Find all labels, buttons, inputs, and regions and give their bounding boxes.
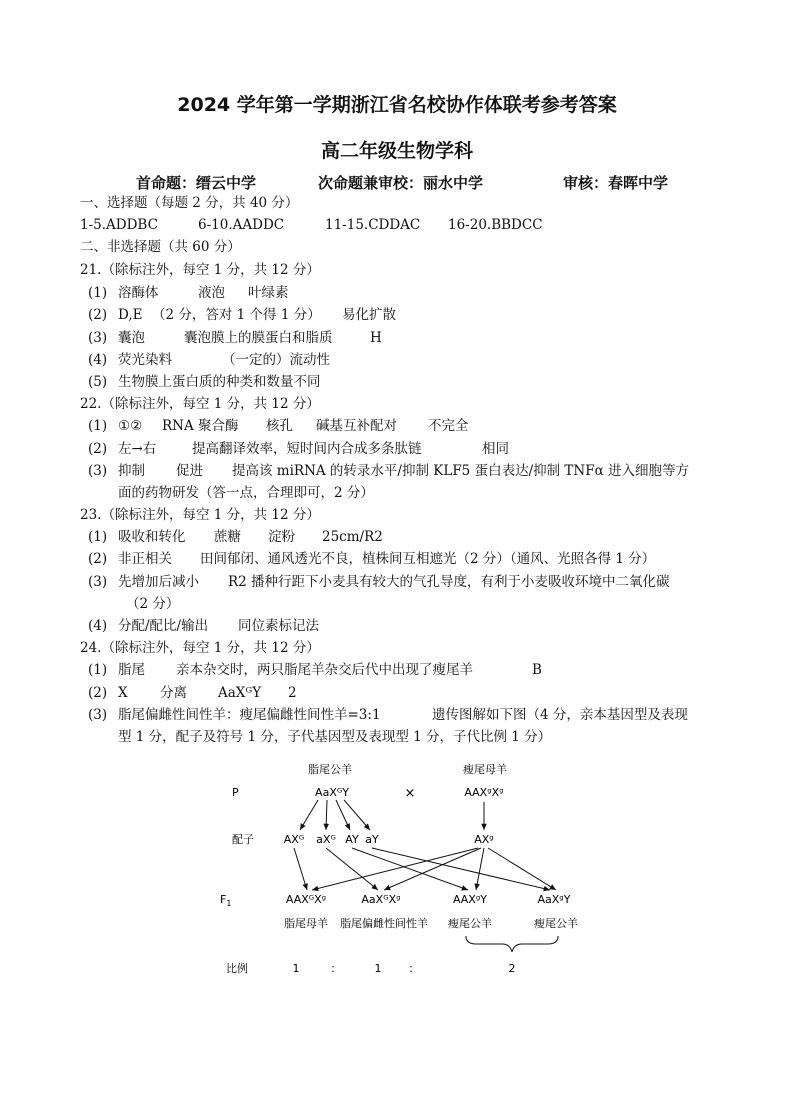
arrow (488, 848, 556, 890)
reviewer: 审核：春晖中学 (563, 174, 669, 192)
ratio-value: 1 (292, 962, 300, 975)
cross-symbol: × (404, 786, 416, 801)
section2-heading: 二、非选择题（共 60 分） (80, 239, 241, 255)
q21-answer-4: (4) 荧光染料 （一定的）流动性 (88, 352, 330, 368)
arrow (352, 848, 468, 890)
q21-answer-2: (2) D,E （2 分，答对 1 个得 1 分） 易化扩散 (88, 307, 396, 323)
q24-answer-3: (3) 脂尾偏雌性间性羊：瘦尾偏雌性间性羊=3:1 遗传图解如下图（4 分，亲本基因型及表现 (88, 707, 688, 723)
section1-heading: 一、选择题（每题 2 分，共 40 分） (80, 195, 299, 211)
q23-answer-4: (4) 分配/配比/输出 同位素标记法 (88, 618, 319, 634)
row-label-f1: $F_1$ (220, 893, 232, 908)
father-gamete: aXᴳ (316, 833, 336, 846)
offspring-genotype: AaXᴳXᵍ (361, 893, 401, 906)
q23-heading: 23.（除标注外，每空 1 分，共 12 分） (80, 507, 320, 523)
offspring-phenotype: 脂尾母羊 (284, 917, 328, 930)
arrow (326, 800, 327, 830)
ratio-value: 1 (374, 962, 382, 975)
q21-answer-3: (3) 囊泡 囊泡膜上的膜蛋白和脂质 H (88, 330, 382, 346)
q24-answer-2: (2) X 分离 AaXᴳY 2 (88, 685, 297, 701)
q21-heading: 21.（除标注外，每空 1 分，共 12 分） (80, 262, 320, 278)
father-gamete: aY (365, 833, 379, 846)
q23-answer-3: (3) 先增加后减小 R2 播种行距下小麦具有较大的气孔导度，有利于小麦吸收环境中二氧化碳 (88, 574, 670, 590)
offspring-phenotype: 瘦尾公羊 (534, 917, 578, 930)
row-label-gamete: 配子 (232, 833, 254, 846)
arrow (294, 848, 307, 890)
q22-heading: 22.（除标注外，每空 1 分，共 12 分） (80, 396, 320, 412)
arrow (326, 848, 378, 890)
q21-answer-1: (1) 溶酶体 液泡 叶绿素 (88, 285, 289, 301)
offspring-phenotype: 瘦尾公羊 (448, 917, 492, 930)
mc-answer: 16-20.BBDCC (448, 217, 543, 233)
q24-heading: 24.（除标注外，每空 1 分，共 12 分） (80, 640, 320, 656)
q21-answer-5: (5) 生物膜上蛋白质的种类和数量不同 (88, 374, 321, 390)
q23-answer-1: (1) 吸收和转化 蔗糖 淀粉 25cm/R2 (88, 529, 383, 545)
second-setter: 次命题兼审校：丽水中学 (318, 174, 484, 192)
q22-answer-3-continued: 面的药物研发（答一点，合理即可，2 分） (118, 485, 374, 501)
arrow (336, 800, 350, 830)
arrow (312, 848, 478, 890)
ratio-separator: ： (408, 962, 420, 975)
mc-answer: 6-10.AADDC (198, 217, 285, 233)
ratio-separator: ： (330, 962, 342, 975)
arrow (384, 848, 481, 890)
mc-answer: 11-15.CDDAC (325, 217, 421, 233)
arrow (344, 800, 370, 830)
document-title: 2024 学年第一学期浙江省名校协作体联考参考答案 (177, 94, 617, 116)
parent-male-label: 脂尾公羊 (308, 763, 352, 776)
first-setter: 首命题：缙云中学 (136, 174, 257, 192)
q24-answer-3-continued: 型 1 分，配子及符号 1 分，子代基因型及表现型 1 分，子代比例 1 分） (118, 729, 552, 745)
arrow (476, 848, 484, 890)
father-gamete: AY (345, 833, 359, 846)
mc-answers (80, 216, 543, 234)
arrow (300, 800, 318, 830)
q23-answer-3-continued: （2 分） (126, 596, 180, 612)
q22-answer-2: (2) 左→右 提高翻译效率，短时间内合成多条肽链 相同 (88, 441, 509, 457)
offspring-genotype: AAXᵍY (452, 893, 488, 906)
q22-answer-3: (3) 抑制 促进 提高该 miRNA 的转录水平/抑制 KLF5 蛋白表达/抑制 TNFα 进入细胞等方 (88, 463, 689, 479)
mc-answer: 1-5.ADDBC (80, 217, 158, 233)
ratio-value: 2 (508, 962, 516, 975)
row-label-p: P (232, 786, 239, 799)
arrow (372, 848, 550, 890)
father-genotype: AaXᴳY (315, 786, 349, 799)
father-gamete: AXᴳ (283, 833, 305, 846)
subject-title: 高二年级生物学科 (320, 140, 473, 162)
mother-gamete: AXᵍ (474, 833, 494, 846)
offspring-genotype: AaXᵍY (537, 893, 571, 906)
row-label-ratio: 比例 (226, 962, 248, 975)
offspring-group-brace (466, 936, 558, 952)
q23-answer-2: (2) 非正相关 田间郁闭、通风透光不良，植株间互相遮光（2 分）（通风、光照各得 1 分） (88, 551, 656, 567)
offspring-genotype: AAXᴳXᵍ (285, 893, 327, 906)
q24-answer-1: (1) 脂尾 亲本杂交时，两只脂尾羊杂交后代中出现了瘦尾羊 B (88, 662, 542, 678)
parent-female-label: 瘦尾母羊 (463, 763, 507, 776)
offspring-phenotype: 脂尾偏雌性间性羊 (340, 917, 428, 930)
mother-genotype: AAXᵍXᵍ (464, 786, 504, 799)
q22-answer-1: (1) ①② RNA 聚合酶 核孔 碱基互补配对 不完全 (88, 418, 469, 434)
